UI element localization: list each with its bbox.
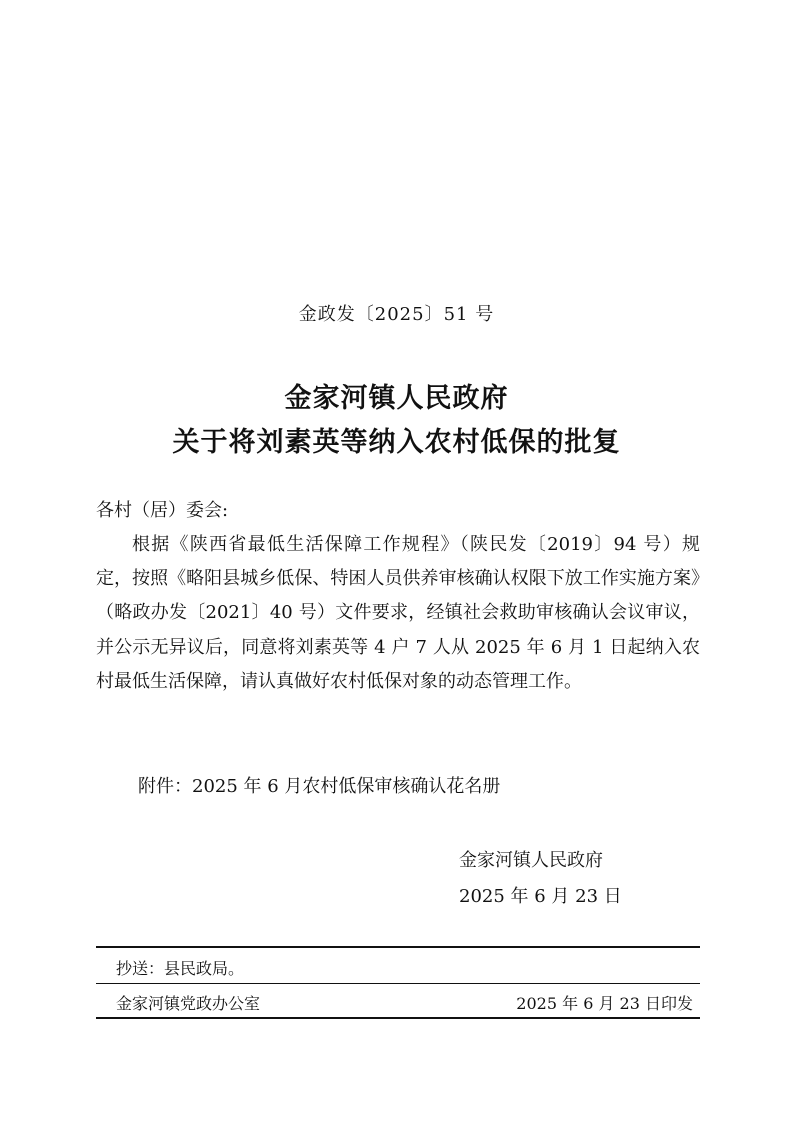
footer-rule-top — [96, 946, 700, 948]
attachment-line: 附件：2025 年 6 月农村低保审核确认花名册 — [138, 776, 501, 797]
signature-date: 2025 年 6 月 23 日 — [459, 886, 622, 907]
footer-rule-bottom — [96, 1017, 700, 1019]
body-paragraph: 根据《陕西省最低生活保障工作规程》（陕民发〔2019〕94 号）规定，按照《略阳县城乡低保、特困人员供养审核确认权限下放工作实施方案》（略政办发〔2021〕40 号）文件要求，经镇社会救助审核确认会议审议，并公示无异议后，同意将刘素英等 4 户 7 人从 2025 年 6 月 1 日起纳入农村最低生活保障，请认真做好农村低保对象的动态管理工作。 — [96, 534, 700, 692]
issuing-office: 金家河镇党政办公室 — [116, 994, 261, 1013]
document-title-line-1: 金家河镇人民政府 — [284, 383, 509, 414]
print-date: 2025 年 6 月 23 日印发 — [516, 994, 693, 1013]
document-number: 金政发〔2025〕51 号 — [298, 304, 495, 325]
footer-rule-middle — [96, 983, 700, 984]
cc-line: 抄送：县民政局。 — [116, 959, 245, 978]
document-title-line-2: 关于将刘素英等纳入农村低保的批复 — [172, 427, 621, 458]
salutation: 各村（居）委会: — [96, 500, 229, 521]
signature-organization: 金家河镇人民政府 — [459, 850, 603, 871]
